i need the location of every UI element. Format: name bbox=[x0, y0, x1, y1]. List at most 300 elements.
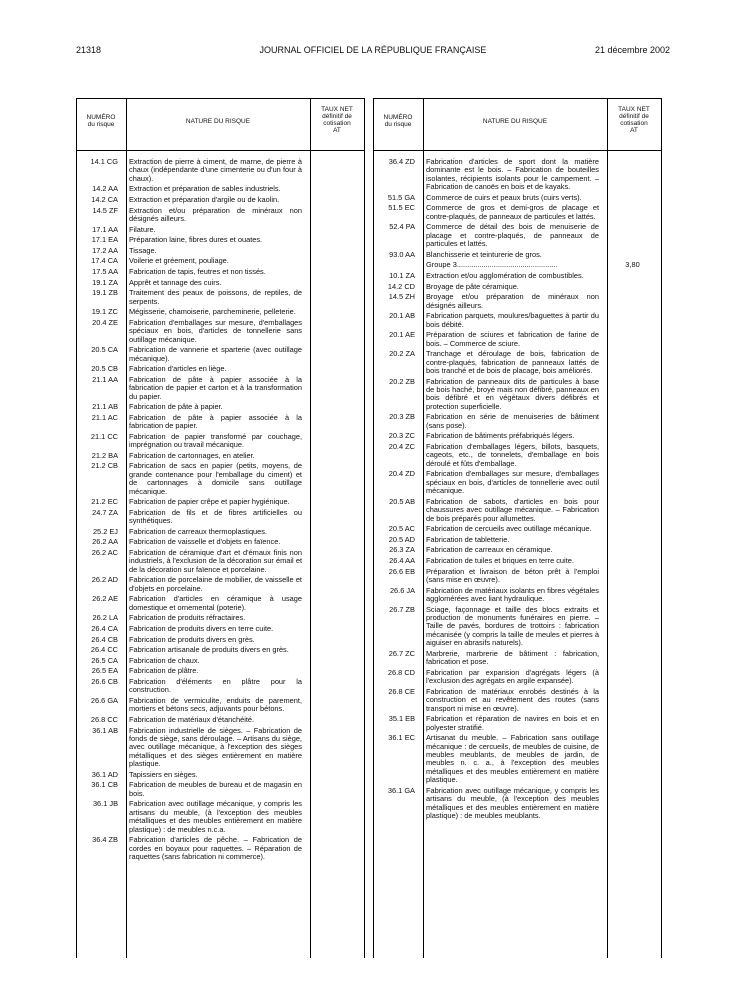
rate-value bbox=[302, 646, 365, 654]
table-row bbox=[373, 378, 662, 412]
rate-value bbox=[302, 319, 365, 344]
table-row bbox=[373, 470, 662, 495]
rate-value bbox=[599, 650, 662, 667]
rate-value bbox=[302, 346, 365, 363]
table-row bbox=[373, 293, 662, 310]
risk-description: Sciage, façonnage et taille des blocs extraits et production de monuments funéraires en pierre. – Taille de pavés, bordures de trottoirs : fabrication mécanisée (y compris la taille de meules et pierres à aiguiser en abrasifs naturels). bbox=[426, 604, 599, 648]
table-row bbox=[373, 606, 662, 648]
risk-code: 20.5 AD bbox=[388, 534, 415, 544]
risk-description: Fabrication artisanale de produits divers en grès. bbox=[129, 645, 289, 655]
risk-code: 26.4 CC bbox=[90, 645, 118, 655]
risk-code: 20.5 CB bbox=[91, 364, 118, 374]
risk-description: Fabrication de bâtiments préfabriqués légers. bbox=[426, 431, 575, 441]
risk-description: Fabrication de vannerie et sparterie (avec outillage mécanique). bbox=[129, 345, 302, 363]
risk-code: 26.4 AA bbox=[389, 556, 415, 565]
risk-description: Extraction et préparation de sables industriels. bbox=[129, 184, 281, 194]
table-row bbox=[76, 781, 365, 798]
table-row bbox=[76, 636, 365, 644]
rate-value bbox=[302, 462, 365, 496]
table-row bbox=[76, 247, 365, 255]
table-row bbox=[76, 625, 365, 633]
table-row bbox=[373, 734, 662, 784]
table-row bbox=[373, 525, 662, 533]
risk-description: Fabrication d'articles en céramique à usage domestique et ornemental (poterie). bbox=[129, 594, 302, 612]
rate-value bbox=[599, 525, 662, 533]
risk-code: 52.4 PA bbox=[389, 222, 415, 232]
table-row bbox=[373, 688, 662, 713]
risk-description: Fabrication de carreaux en céramique. bbox=[426, 545, 553, 555]
risk-code: 20.1 AB bbox=[389, 311, 415, 321]
rate-value bbox=[599, 194, 662, 202]
risk-code: 17.4 CA bbox=[91, 256, 118, 266]
risk-description: Fabrication de vermiculite, enduits de parement, mortiers et bétons secs, adjuvants pour bétons. bbox=[129, 695, 302, 714]
risk-code: 14.1 CG bbox=[90, 157, 118, 166]
risk-code: 10.1 ZA bbox=[389, 271, 415, 280]
risk-code: 17.1 AA bbox=[92, 224, 118, 234]
right-table bbox=[373, 98, 662, 958]
risk-code: 26.6 CB bbox=[91, 676, 118, 686]
risk-code: 26.3 ZA bbox=[389, 545, 415, 555]
risk-code: 19.1 ZC bbox=[91, 307, 118, 317]
table-row bbox=[76, 236, 365, 244]
table-row bbox=[373, 498, 662, 523]
table-row bbox=[76, 433, 365, 450]
risk-description: Extraction de pierre à ciment, de marne, de pierre à chaux (indépendante d'une cimenterie ou d'un four à chaux). bbox=[129, 157, 302, 183]
table-row bbox=[76, 576, 365, 593]
risk-description: Fabrication de papier transformé par couchage, imprégnation ou travail mécanique. bbox=[129, 431, 302, 450]
risk-code: 26.2 AC bbox=[91, 547, 118, 557]
risk-code: 21.1 AC bbox=[91, 412, 118, 422]
rate-value bbox=[302, 595, 365, 612]
table-row bbox=[373, 536, 662, 544]
risk-code: 51.5 EC bbox=[388, 203, 415, 213]
rate-value bbox=[302, 279, 365, 287]
risk-description: Artisanat du meuble. – Fabrication sans outillage mécanique : de cercueils, de meubles de cuisine, de meubles meublants, de meubles de jardin, de meubles n. c. a., à l'exception des meubles métalliques et des meubles entièrement en matière plastique. bbox=[426, 733, 599, 785]
risk-code: 26.2 AD bbox=[91, 575, 118, 585]
rate-value bbox=[599, 251, 662, 259]
rate-value bbox=[302, 207, 365, 224]
rate-value bbox=[302, 268, 365, 276]
risk-description: Fabrication de matériaux d'étanchéité. bbox=[129, 714, 255, 724]
risk-code: 36.1 EC bbox=[388, 733, 415, 743]
risk-code: 93.0 AA bbox=[389, 249, 415, 259]
risk-description: Filature. bbox=[129, 224, 156, 234]
group-label: Groupe 3................................................. bbox=[426, 260, 558, 270]
risk-description: Fabrication de sabots, d'articles en bois pour chaussures avec outillage mécanique. – Fabrication de bois préparés pour allumettes. bbox=[426, 496, 599, 523]
risk-code: 36.4 ZD bbox=[388, 157, 415, 166]
risk-description: Fabrication de matériaux enrobés destinés à la construction et au revêtement des routes (sans transport ni mise en œuvre). bbox=[426, 686, 599, 713]
table-row bbox=[76, 528, 365, 536]
risk-code: 17.5 AA bbox=[92, 266, 118, 276]
rate-value bbox=[302, 433, 365, 450]
rate-value bbox=[599, 223, 662, 248]
left-table-body bbox=[76, 158, 365, 864]
risk-description: Tranchage et déroulage de bois, fabrication de contre-plaqués, fabrication de panneaux lattés de bois tranché et de bois de placage, bois améliorés. bbox=[426, 349, 599, 375]
table-row bbox=[76, 289, 365, 306]
risk-description: Fabrication de chaux. bbox=[129, 655, 200, 665]
risk-description: Broyage et/ou préparation de minéraux non désignés ailleurs. bbox=[426, 292, 599, 310]
risk-description: Fabrication de produits divers en terre cuite. bbox=[129, 623, 274, 633]
table-row bbox=[373, 251, 662, 259]
risk-description: Fabrication d'éléments en plâtre pour la construction. bbox=[129, 676, 302, 695]
rate-value bbox=[599, 331, 662, 348]
rate-value bbox=[599, 669, 662, 686]
table-row bbox=[76, 657, 365, 665]
header-risk-nature: NATURE DU RISQUE bbox=[482, 118, 548, 125]
rate-value bbox=[302, 678, 365, 695]
rate-value bbox=[599, 498, 662, 523]
table-row bbox=[373, 546, 662, 554]
table-row bbox=[76, 538, 365, 546]
risk-code: 21.1 AA bbox=[92, 374, 118, 384]
rate-value bbox=[599, 443, 662, 468]
risk-description: Tapissiers en sièges. bbox=[129, 769, 198, 779]
rate-value bbox=[599, 568, 662, 585]
right-table-body bbox=[373, 158, 662, 823]
rate-value bbox=[302, 538, 365, 546]
risk-code: 19.1 ZB bbox=[92, 288, 118, 298]
rate-value bbox=[599, 272, 662, 280]
risk-description: Commerce de gros et demi-gros de placage et contre-plaqués, de panneaux de particules et lattés. bbox=[426, 203, 599, 221]
risk-description: Fabrication et réparation de navires en bois et en polyester stratifié. bbox=[426, 714, 599, 732]
rate-value bbox=[302, 498, 365, 506]
table-row bbox=[76, 414, 365, 431]
header-rate: TAUX NET définitif de cotisation AT bbox=[321, 106, 353, 134]
rate-value bbox=[599, 688, 662, 713]
table-row bbox=[373, 669, 662, 686]
rate-value bbox=[599, 204, 662, 221]
rate-value bbox=[302, 257, 365, 265]
table-row bbox=[373, 331, 662, 348]
risk-code: 26.4 CA bbox=[91, 623, 118, 633]
table-row bbox=[76, 771, 365, 779]
table-row bbox=[76, 196, 365, 204]
header-risk-number: NUMÉRO du risque bbox=[383, 114, 413, 128]
rate-value bbox=[599, 587, 662, 604]
risk-description: Fabrication industrielle de sièges. – Fabrication de fonds de siège, sans déroulage. – Artisans du siège, avec outillage mécanique, à l'exception des sièges métalliques et des sièges entièrement en matière plastique. bbox=[129, 725, 302, 769]
risk-code: 26.6 JA bbox=[389, 585, 415, 595]
rate-value bbox=[599, 557, 662, 565]
risk-code: 25.2 EJ bbox=[92, 526, 118, 536]
risk-description: Fabrication de carreaux thermoplastiques. bbox=[129, 526, 268, 536]
risk-code: 20.5 CA bbox=[91, 345, 118, 355]
table-row bbox=[373, 715, 662, 732]
rate-value bbox=[599, 432, 662, 440]
risk-description: Fabrication d'articles de sport dont la matière dominante est le bois. – Fabrication de bouteilles isolantes, récipients isolants pour le campement. – Fabrication de canoës en bois et de kayaks. bbox=[426, 157, 599, 192]
rate-value bbox=[302, 226, 365, 234]
risk-code: 26.8 CE bbox=[388, 686, 415, 696]
header-risk-number: NUMÉRO du risque bbox=[86, 114, 116, 128]
rate-value bbox=[302, 697, 365, 714]
table-row bbox=[76, 207, 365, 224]
rate-value bbox=[599, 606, 662, 648]
risk-description: Fabrication de produits réfractaires. bbox=[129, 613, 246, 623]
table-row bbox=[76, 667, 365, 675]
rate-value bbox=[302, 781, 365, 798]
risk-code: 26.4 CB bbox=[91, 634, 118, 644]
risk-description: Commerce de détail des bois de menuiserie de placage et contre-plaqués, de panneaux de particules et lattés. bbox=[426, 222, 599, 249]
risk-description: Fabrication de pâte à papier associée à la fabrication de papier et carton et à la transformation du papier. bbox=[129, 374, 302, 401]
risk-code: 26.6 EB bbox=[388, 566, 415, 576]
risk-code: 17.1 EA bbox=[91, 235, 118, 245]
risk-description: Fabrication de tabletterie. bbox=[426, 534, 510, 544]
risk-description: Fabrication de pâte à papier associée à la fabrication de papier. bbox=[129, 412, 302, 431]
rate-value bbox=[599, 283, 662, 291]
risk-code: 14.5 ZH bbox=[388, 292, 415, 302]
risk-description: Fabrication de cercueils avec outillage mécanique. bbox=[426, 524, 592, 534]
risk-description: Apprêt et tannage des cuirs. bbox=[129, 277, 222, 287]
risk-description: Fabrication de tapis, feutres et non tissés. bbox=[129, 266, 266, 276]
risk-code: 14.2 CA bbox=[91, 195, 118, 204]
table-row bbox=[373, 432, 662, 440]
table-row bbox=[76, 549, 365, 574]
left-table bbox=[76, 98, 365, 958]
risk-description: Voilerie et gréement, pouliage. bbox=[129, 256, 229, 266]
risk-code: 26.8 CD bbox=[387, 667, 415, 677]
table-row bbox=[76, 365, 365, 373]
risk-description: Fabrication en série de menuiseries de bâtiment (sans pose). bbox=[426, 412, 599, 430]
rate-value bbox=[302, 452, 365, 460]
risk-code: 26.2 AE bbox=[92, 594, 118, 604]
risk-description: Tissage. bbox=[129, 245, 157, 255]
rate-value bbox=[599, 470, 662, 495]
risk-description: Fabrication par expansion d'agrégats légers (à l'exclusion des agrégats en argile expansée). bbox=[426, 667, 599, 686]
table-row bbox=[76, 403, 365, 411]
risk-description: Préparation de sciures et fabrication de farine de bois. – Commerce de sciure. bbox=[426, 330, 599, 348]
risk-description: Fabrication d'articles de pêche. – Fabrication de cordes en boyaux pour raquettes. – Réparation de raquettes (sans fabrication ni commerce). bbox=[129, 835, 302, 861]
risk-description: Fabrication d'emballages sur mesure, d'emballages spéciaux en bois, d'articles de tonnellerie avec outil mécanique. bbox=[426, 469, 599, 496]
risk-code: 21.1 CC bbox=[90, 431, 118, 441]
table-row bbox=[76, 452, 365, 460]
risk-description: Mégisserie, chamoiserie, parcheminerie, pelleterie. bbox=[129, 307, 296, 317]
risk-code: 14.2 CD bbox=[387, 281, 415, 291]
table-row bbox=[76, 308, 365, 316]
table-row bbox=[76, 595, 365, 612]
risk-code: 26.8 CC bbox=[90, 714, 118, 724]
rate-value bbox=[302, 657, 365, 665]
journal-title: JOURNAL OFFICIEL DE LA RÉPUBLIQUE FRANÇAISE bbox=[259, 45, 487, 55]
table-row bbox=[76, 257, 365, 265]
rate-value bbox=[302, 836, 365, 861]
table-row bbox=[373, 413, 662, 430]
publication-date: 21 décembre 2002 bbox=[594, 45, 670, 55]
table-row bbox=[373, 261, 662, 269]
risk-code: 20.4 ZD bbox=[388, 469, 415, 479]
rate-value bbox=[302, 800, 365, 834]
risk-code: 21.2 BA bbox=[91, 450, 118, 460]
risk-description: Fabrication de panneaux dits de particules à base de bois haché, broyé mais non défibré, panneaux en bois défibré et en végétaux divers défibrés et protection superficielle. bbox=[426, 376, 599, 411]
table-row bbox=[373, 568, 662, 585]
rate-value bbox=[302, 667, 365, 675]
rate-value bbox=[302, 771, 365, 779]
risk-code: 36.1 CB bbox=[91, 780, 118, 790]
risk-description: Fabrication de sacs en papier (petits, moyens, de grande contenance pour l'emballage du ciment) et de cartonnages à domicile sans outillage mécanique. bbox=[129, 461, 302, 496]
table-row bbox=[373, 787, 662, 821]
page-header bbox=[76, 45, 670, 59]
table-row bbox=[76, 319, 365, 344]
rate-value bbox=[302, 185, 365, 193]
table-row bbox=[76, 614, 365, 622]
risk-description: Marbrerie, marbrerie de bâtiment : fabrication, fabrication et pose. bbox=[426, 648, 599, 667]
risk-description: Fabrication de plâtre. bbox=[129, 666, 199, 676]
risk-code: 36.4 ZB bbox=[92, 835, 118, 845]
risk-description: Fabrication de cartonnages, en atelier. bbox=[129, 450, 255, 460]
risk-code bbox=[373, 261, 419, 269]
table-row bbox=[76, 279, 365, 287]
risk-code: 14.2 AA bbox=[92, 184, 118, 194]
page-number: 21318 bbox=[76, 45, 102, 55]
risk-code: 26.5 CA bbox=[91, 655, 118, 665]
table-row bbox=[373, 272, 662, 280]
risk-description: Fabrication de produits divers en grès. bbox=[129, 634, 255, 644]
table-row bbox=[373, 194, 662, 202]
risk-description: Fabrication de vaisselle et d'objets en faïence. bbox=[129, 537, 281, 547]
risk-code: 17.2 AA bbox=[92, 245, 118, 255]
rate-value bbox=[302, 158, 365, 183]
table-row bbox=[373, 650, 662, 667]
risk-code: 26.2 LA bbox=[92, 613, 118, 623]
risk-code: 21.1 AB bbox=[92, 402, 118, 412]
risk-description: Extraction et/ou agglomération de combustibles. bbox=[426, 271, 584, 280]
risk-description: Broyage de pâte céramique. bbox=[426, 281, 519, 291]
table-row bbox=[76, 376, 365, 401]
table-row bbox=[373, 587, 662, 604]
risk-description: Fabrication de porcelaine de mobilier, de vaisselle et d'objets en porcelaine. bbox=[129, 575, 302, 593]
table-row bbox=[373, 350, 662, 375]
risk-code: 36.1 GA bbox=[387, 785, 415, 795]
risk-code: 36.1 JB bbox=[92, 799, 118, 809]
risk-code: 21.2 CB bbox=[91, 461, 118, 471]
risk-description: Fabrication de matériaux isolants en fibres végétales agglomérées avec liant hydraulique. bbox=[426, 585, 599, 603]
rate-value: 3,80 bbox=[625, 260, 640, 270]
table-row bbox=[76, 800, 365, 834]
risk-code: 51.5 GA bbox=[387, 192, 415, 202]
table-row bbox=[76, 462, 365, 496]
risk-code: 26.2 AA bbox=[92, 537, 118, 547]
rate-value bbox=[302, 625, 365, 633]
rate-value bbox=[599, 546, 662, 554]
risk-code: 24.7 ZA bbox=[92, 507, 118, 517]
risk-code: 26.7 ZB bbox=[389, 604, 415, 614]
rate-value bbox=[599, 378, 662, 412]
table-row bbox=[76, 158, 365, 183]
rate-value bbox=[599, 734, 662, 784]
rate-value bbox=[302, 403, 365, 411]
risk-description: Fabrication avec outillage mécanique, y compris les artisans du meuble, (à l'exception des meubles métalliques et des meubles entièrement en matière plastique) : de meubles meublants. bbox=[426, 785, 599, 821]
risk-code: 36.1 AB bbox=[92, 725, 118, 735]
risk-code: 20.5 AC bbox=[388, 524, 415, 534]
risk-code: 14.5 ZF bbox=[92, 205, 118, 215]
rate-value bbox=[302, 528, 365, 536]
rate-value bbox=[599, 350, 662, 375]
rate-value bbox=[599, 158, 662, 192]
risk-code: 19.1 ZA bbox=[92, 277, 118, 287]
rate-value bbox=[302, 196, 365, 204]
table-row bbox=[76, 185, 365, 193]
risk-code: 20.4 ZE bbox=[92, 317, 118, 327]
risk-description: Extraction et préparation d'argile ou de kaolin. bbox=[129, 195, 280, 204]
risk-description: Extraction et/ou préparation de minéraux non désignés ailleurs. bbox=[129, 205, 302, 223]
risk-description: Fabrication de céramique d'art et d'émaux finis non industriels, à l'exclusion de la décoration sur émail et de la décoration sur faïence et porcelaine. bbox=[129, 547, 302, 574]
rate-value bbox=[599, 787, 662, 821]
table-row bbox=[373, 557, 662, 565]
rate-value bbox=[302, 414, 365, 431]
rate-value bbox=[302, 236, 365, 244]
header-risk-nature: NATURE DU RISQUE bbox=[185, 118, 251, 125]
table-row bbox=[76, 716, 365, 724]
table-row bbox=[373, 223, 662, 248]
risk-description: Fabrication d'articles en liège. bbox=[129, 364, 227, 374]
risk-code: 21.2 EC bbox=[91, 497, 118, 507]
risk-code: 26.7 ZC bbox=[388, 648, 415, 658]
risk-description: Fabrication de pâte à papier. bbox=[129, 402, 223, 412]
risk-code: 35.1 EB bbox=[388, 714, 415, 724]
risk-description: Préparation et livraison de béton prêt à l'emploi (sans mise en œuvre). bbox=[426, 566, 599, 584]
table-row bbox=[373, 204, 662, 221]
rate-value bbox=[302, 727, 365, 769]
table-row bbox=[373, 443, 662, 468]
table-row bbox=[373, 283, 662, 291]
table-row bbox=[76, 727, 365, 769]
table-row bbox=[76, 697, 365, 714]
rate-value bbox=[302, 576, 365, 593]
risk-code: 26.5 EA bbox=[91, 666, 118, 676]
rate-value bbox=[302, 308, 365, 316]
rate-value bbox=[599, 536, 662, 544]
risk-description: Fabrication d'emballages légers, billots, basquets, cageots, etc., de tonnelets, d'emballage en bois déroulé et fûts d'emballage. bbox=[426, 442, 599, 468]
table-row bbox=[373, 312, 662, 329]
table-row bbox=[76, 268, 365, 276]
rate-value bbox=[302, 289, 365, 306]
risk-code: 20.3 ZB bbox=[389, 412, 415, 422]
risk-description: Fabrication de meubles de bureau et de magasin en bois. bbox=[129, 780, 302, 798]
rate-value bbox=[302, 247, 365, 255]
risk-description: Fabrication d'emballages sur mesure, d'emballages spéciaux en bois, d'articles de tonnellerie sans outillage mécanique. bbox=[129, 317, 302, 344]
risk-description: Fabrication de tuiles et briques en terre cuite. bbox=[426, 556, 574, 565]
rate-value bbox=[599, 413, 662, 430]
risk-code: 20.1 AE bbox=[389, 330, 415, 340]
table-row bbox=[76, 498, 365, 506]
risk-code: 20.5 AB bbox=[389, 496, 415, 506]
risk-description: Préparation laine, fibres dures et ouates. bbox=[129, 235, 263, 245]
rate-value bbox=[302, 509, 365, 526]
risk-description: Fabrication avec outillage mécanique, y compris les artisans du meuble, (à l'exception des meubles métalliques et des meubles entièrement en matière plastique) : de meubles n.c.a. bbox=[129, 799, 302, 834]
risk-description: Commerce de cuirs et peaux bruts (cuirs verts). bbox=[426, 192, 582, 202]
risk-description: Fabrication parquets, moulures/baguettes à partir du bois débité. bbox=[426, 311, 599, 329]
rate-value bbox=[599, 715, 662, 732]
rate-value bbox=[302, 636, 365, 644]
risk-code: 36.1 AD bbox=[91, 769, 118, 779]
risk-description: Fabrication de fils et de fibres artificielles ou synthétiques. bbox=[129, 507, 302, 526]
risk-description: Traitement des peaux de poissons, de reptiles, de serpents. bbox=[129, 288, 302, 306]
rate-value bbox=[599, 293, 662, 310]
rate-value bbox=[302, 549, 365, 574]
risk-description: Fabrication de papier crêpe et papier hygiénique. bbox=[129, 497, 290, 507]
rate-value bbox=[302, 365, 365, 373]
risk-code: 20.2 ZB bbox=[389, 376, 415, 386]
table-row bbox=[76, 226, 365, 234]
table-row bbox=[76, 678, 365, 695]
risk-code: 20.2 ZA bbox=[389, 349, 415, 359]
rate-value bbox=[302, 614, 365, 622]
rate-value bbox=[302, 376, 365, 401]
table-row bbox=[76, 646, 365, 654]
table-row bbox=[76, 346, 365, 363]
rate-value bbox=[599, 312, 662, 329]
risk-code: 26.6 GA bbox=[90, 695, 118, 705]
risk-code: 20.4 ZC bbox=[388, 442, 415, 451]
header-rate: TAUX NET définitif de cotisation AT bbox=[618, 106, 650, 134]
